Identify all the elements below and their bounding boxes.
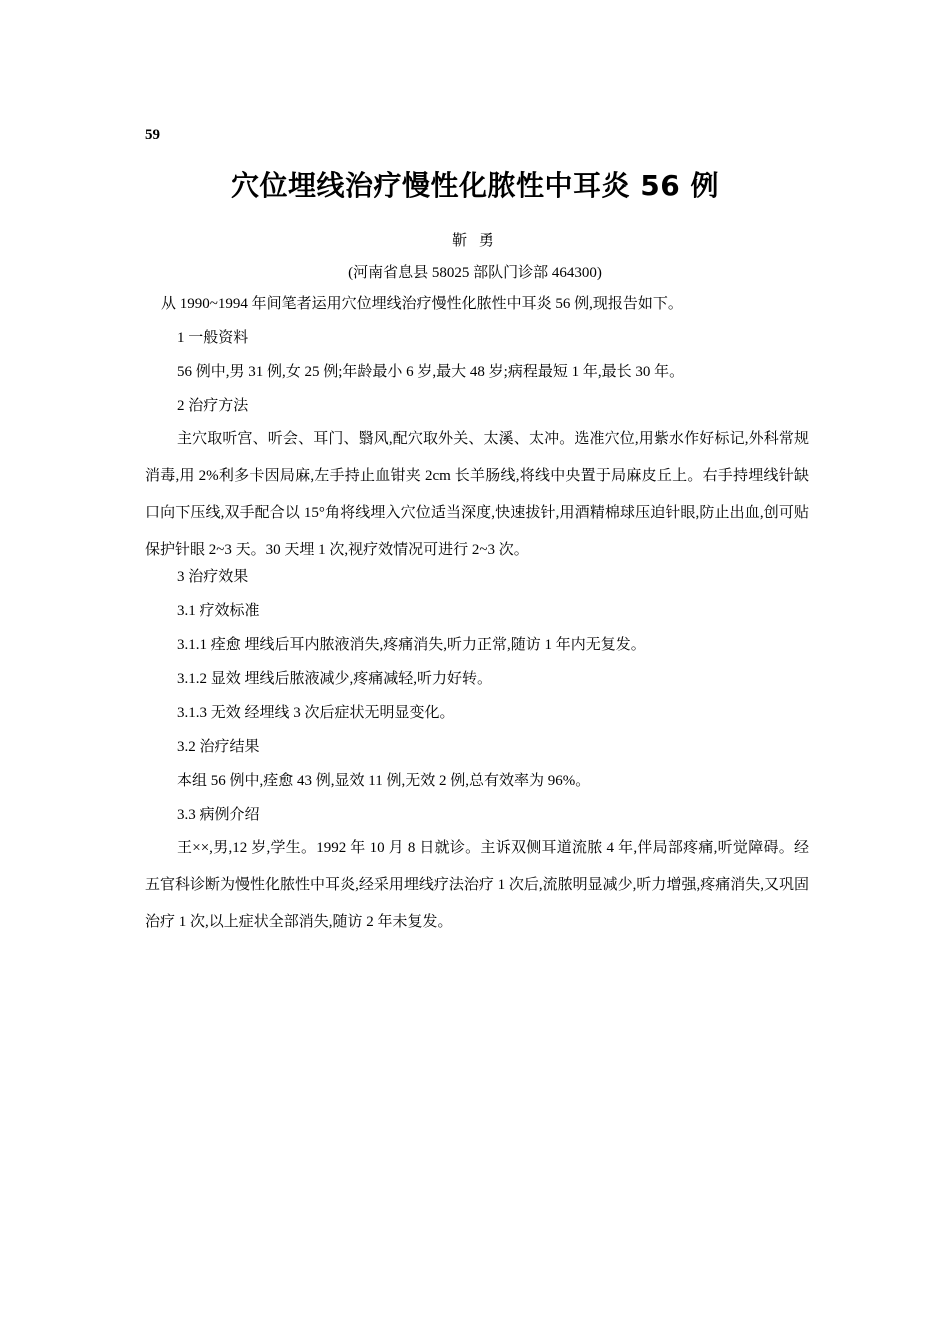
treatment-method-paragraph: 主穴取听宫、听会、耳门、翳风,配穴取外关、太溪、太冲。选准穴位,用紫水作好标记,外科常规消毒,用 2%利多卡因局麻,左手持止血钳夹 2cm 长羊肠线,将线中央置于局麻皮丘上。右手持埋线针缺口向下压线,双手配合以 15°角将线埋入穴位适当深度,快速拔针,用酒精棉球压迫针眼,防止出血,创可贴保护针眼 2~3 天。30 天埋 1 次,视疗效情况可进行 2~3 次。 [145,431,809,558]
article-title: 穴位埋线治疗慢性化脓性中耳炎 56 例 [231,169,719,202]
criteria-effective: 3.1.2 显效 埋线后脓液减少,疼痛减轻,听力好转。 [177,671,493,687]
page-number: 59 [145,127,160,143]
author-name: 靳 勇 [452,233,498,249]
general-info-paragraph: 56 例中,男 31 例,女 25 例;年龄最小 6 岁,最大 48 岁;病程最短 1 年,最长 30 年。 [177,364,685,380]
intro-paragraph: 从 1990~1994 年间笔者运用穴位埋线治疗慢性化脓性中耳炎 56 例,现报告如下。 [161,296,683,312]
criteria-ineffective: 3.1.3 无效 经埋线 3 次后症状无明显变化。 [177,705,455,721]
section-heading-general-info: 1 一般资料 [177,330,249,346]
subsection-heading-case: 3.3 病例介绍 [177,807,260,823]
subsection-heading-results: 3.2 治疗结果 [177,739,260,755]
section-heading-treatment-effect: 3 治疗效果 [177,569,249,585]
article-body [145,293,809,938]
subsection-heading-criteria: 3.1 疗效标准 [177,603,260,619]
criteria-cured: 3.1.1 痊愈 埋线后耳内脓液消失,疼痛消失,听力正常,随访 1 年内无复发。 [177,637,646,653]
section-heading-treatment-method: 2 治疗方法 [177,398,249,414]
author-affiliation: (河南省息县 58025 部队门诊部 464300) [348,265,602,281]
case-paragraph: 王××,男,12 岁,学生。1992 年 10 月 8 日就诊。主诉双侧耳道流脓 4 年,伴局部疼痛,听觉障碍。经五官科诊断为慢性化脓性中耳炎,经采用埋线疗法治疗 1 次后,流脓明显减少,听力增强,疼痛消失,又巩固治疗 1 次,以上症状全部消失,随访 2 年未复发。 [145,840,809,930]
results-paragraph: 本组 56 例中,痊愈 43 例,显效 11 例,无效 2 例,总有效率为 96%。 [177,773,591,789]
